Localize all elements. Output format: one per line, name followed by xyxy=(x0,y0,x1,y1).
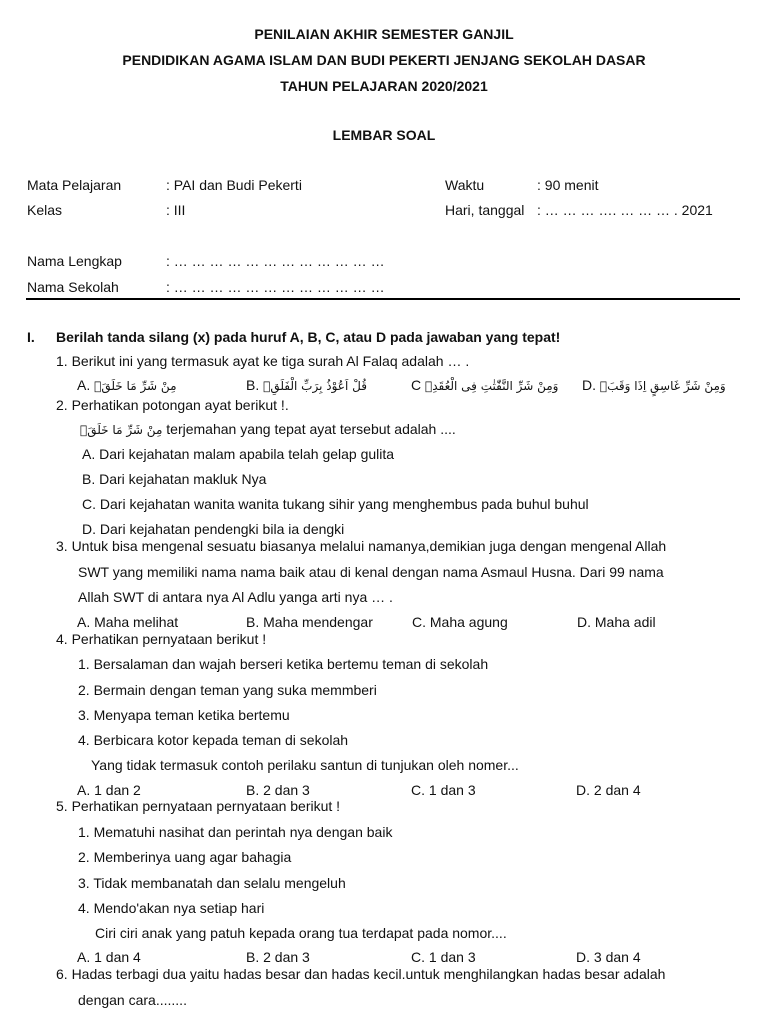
q5-option-d[interactable]: D. 3 dan 4 xyxy=(576,949,641,965)
question-3-line-2: SWT yang memiliki nama nama baik atau di kenal dengan nama Asmaul Husna. Dari 99 nama xyxy=(78,564,664,580)
header-line-2: PENDIDIKAN AGAMA ISLAM DAN BUDI PEKERTI JENJANG SEKOLAH DASAR xyxy=(122,52,646,68)
q2-prompt xyxy=(80,420,456,439)
q1-option-c-arabic: وَمِنْ شَرِّ النَّفّٰثٰتِ فِى الْعُقَدِۙ xyxy=(425,379,559,393)
q4-statement-2: 2. Bermain dengan teman yang suka memmberi xyxy=(78,682,377,698)
subject-value: : PAI dan Budi Pekerti xyxy=(166,177,302,193)
q4-statement-3: 3. Menyapa teman ketika bertemu xyxy=(78,707,290,723)
q3-option-c[interactable]: C. Maha agung xyxy=(412,614,508,630)
full-name-field[interactable]: : … … … … … … … … … … … … xyxy=(166,253,385,269)
q1-option-d-label: D. xyxy=(582,377,596,393)
section-number: I. xyxy=(27,329,35,345)
q1-option-b-arabic: قُلْ اَعُوْذُ بِرَبِّ الْفَلَقِۙ xyxy=(263,379,367,393)
q5-prompt: Ciri ciri anak yang patuh kepada orang tua terdapat pada nomor.... xyxy=(95,925,507,941)
q5-option-a[interactable]: A. 1 dan 4 xyxy=(77,949,141,965)
header-divider xyxy=(26,298,740,300)
q1-option-c[interactable] xyxy=(411,376,558,395)
question-1: 1. Berikut ini yang termasuk ayat ke tiga surah Al Falaq adalah … . xyxy=(56,353,470,369)
q2-option-c[interactable]: C. Dari kejahatan wanita wanita tukang sihir yang menghembus pada buhul buhul xyxy=(82,496,589,512)
q4-option-d[interactable]: D. 2 dan 4 xyxy=(576,782,641,798)
q2-arabic-verse: مِنْ شَرِّ مَا خَلَقَۙ xyxy=(80,423,163,437)
question-5: 5. Perhatikan pernyataan pernyataan berikut ! xyxy=(56,798,341,814)
question-2: 2. Perhatikan potongan ayat berikut !. xyxy=(56,397,289,413)
section-instruction: Berilah tanda silang (x) pada huruf A, B, C, atau D pada jawaban yang tepat! xyxy=(56,329,561,345)
q3-option-a[interactable]: A. Maha melihat xyxy=(77,614,179,630)
date-label: Hari, tanggal xyxy=(445,202,525,218)
q4-option-c[interactable]: C. 1 dan 3 xyxy=(411,782,476,798)
question-3-line-3: Allah SWT di antara nya Al Adlu yanga arti nya … . xyxy=(78,589,393,605)
q5-option-b[interactable]: B. 2 dan 3 xyxy=(246,949,310,965)
question-6-line-1: 6. Hadas terbagi dua yaitu hadas besar dan hadas kecil.untuk menghilangkan hadas besar adalah xyxy=(56,966,666,982)
q1-option-d-arabic: وَمِنْ شَرِّ غَاسِقٍ اِذَا وَقَبَۙ xyxy=(599,379,726,393)
q2-prompt-text: terjemahan yang tepat ayat tersebut adalah .... xyxy=(162,421,456,437)
q1-option-a-label: A. xyxy=(77,377,91,393)
q5-option-c[interactable]: C. 1 dan 3 xyxy=(411,949,476,965)
header-line-1: PENILAIAN AKHIR SEMESTER GANJIL xyxy=(254,26,514,42)
q5-statement-4: 4. Mendo'akan nya setiap hari xyxy=(78,900,265,916)
q2-option-a[interactable]: A. Dari kejahatan malam apabila telah gelap gulita xyxy=(82,446,395,462)
q5-statement-1: 1. Mematuhi nasihat dan perintah nya dengan baik xyxy=(78,824,393,840)
header-line-3: TAHUN PELAJARAN 2020/2021 xyxy=(280,78,488,94)
q1-option-b[interactable] xyxy=(246,376,367,395)
q1-option-c-label: C xyxy=(411,377,422,393)
q4-statement-4: 4. Berbicara kotor kepada teman di sekolah xyxy=(78,732,349,748)
time-label: Waktu xyxy=(445,177,485,193)
school-name-label: Nama Sekolah xyxy=(27,279,119,295)
q4-option-a[interactable]: A. 1 dan 2 xyxy=(77,782,141,798)
q3-option-d[interactable]: D. Maha adil xyxy=(577,614,656,630)
q5-statement-2: 2. Memberinya uang agar bahagia xyxy=(78,849,292,865)
question-4: 4. Perhatikan pernyataan berikut ! xyxy=(56,631,267,647)
subject-label: Mata Pelajaran xyxy=(27,177,122,193)
school-name-field[interactable]: : … … … … … … … … … … … … xyxy=(166,279,385,295)
q4-statement-1: 1. Bersalaman dan wajah berseri ketika bertemu teman di sekolah xyxy=(78,656,489,672)
q2-option-d[interactable]: D. Dari kejahatan pendengki bila ia dengki xyxy=(82,521,345,537)
q1-option-a-arabic: مِنْ شَرِّ مَا خَلَقَۙ xyxy=(94,379,177,393)
q1-option-b-label: B. xyxy=(246,377,260,393)
q5-statement-3: 3. Tidak membanatah dan selalu mengeluh xyxy=(78,875,346,891)
class-value: : III xyxy=(166,202,186,218)
q1-option-a[interactable] xyxy=(77,376,177,395)
q3-option-b[interactable]: B. Maha mendengar xyxy=(246,614,373,630)
class-label: Kelas xyxy=(27,202,63,218)
q4-option-b[interactable]: B. 2 dan 3 xyxy=(246,782,310,798)
date-value: : … … … …. … … … . 2021 xyxy=(537,202,713,218)
question-3-line-1: 3. Untuk bisa mengenal sesuatu biasanya melalui namanya,demikian juga dengan mengenal Allah xyxy=(56,538,667,554)
time-value: : 90 menit xyxy=(537,177,599,193)
q4-prompt: Yang tidak termasuk contoh perilaku santun di tunjukan oleh nomer... xyxy=(91,757,519,773)
sheet-title: LEMBAR SOAL xyxy=(332,127,436,143)
q1-option-d[interactable] xyxy=(582,376,726,395)
full-name-label: Nama Lengkap xyxy=(27,253,122,269)
question-6-line-2: dengan cara........ xyxy=(78,992,187,1008)
q2-option-b[interactable]: B. Dari kejahatan makluk Nya xyxy=(82,471,267,487)
